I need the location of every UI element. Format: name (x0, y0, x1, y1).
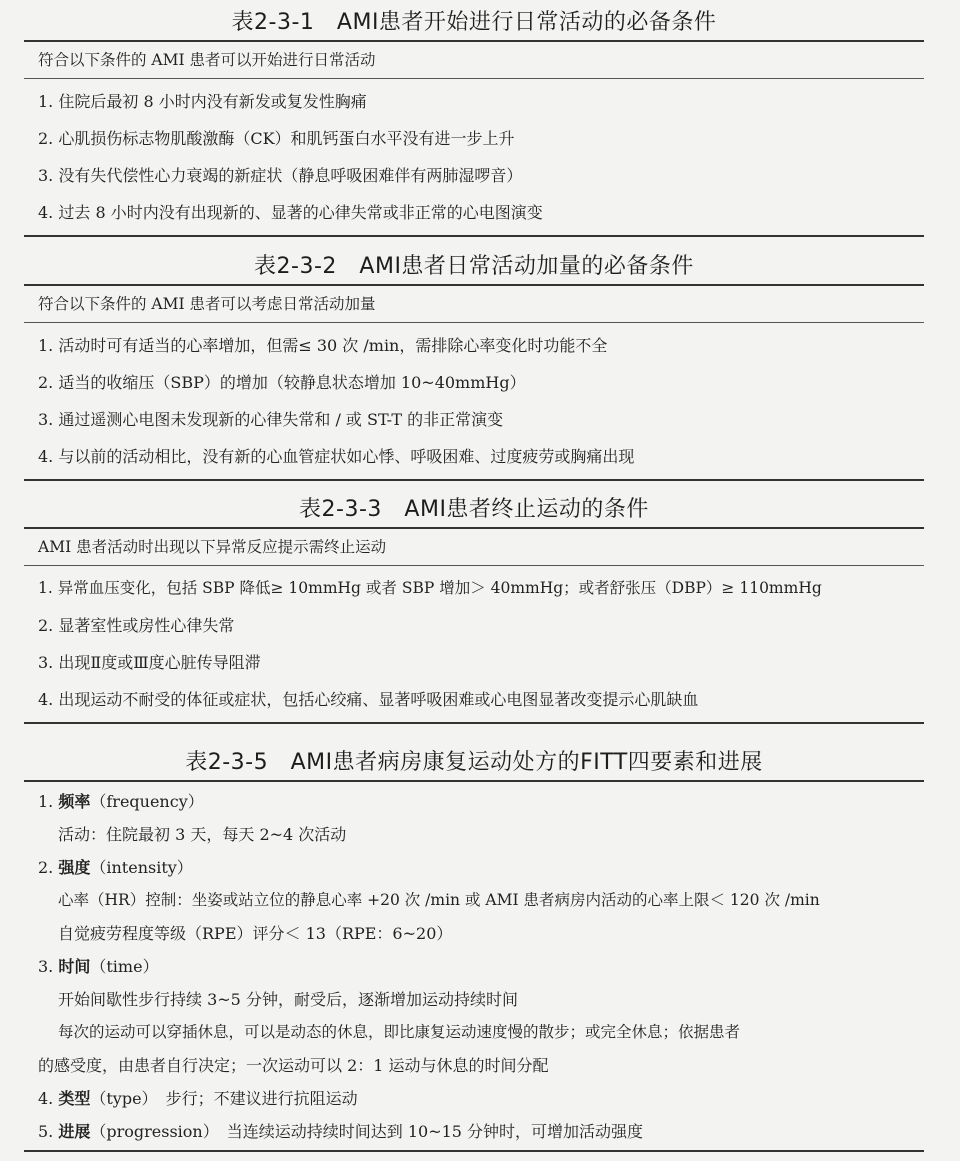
fitt-detail: 每次的运动可以穿插休息，可以是动态的休息，即比康复运动速度慢的散步；或完全休息；依据患者 (58, 1023, 741, 1041)
table-row: 1. 住院后最初 8 小时内没有新发或复发性胸痛 (38, 92, 367, 111)
table-2-3-1 (24, 6, 924, 237)
fitt-detail: 心率（HR）控制：坐姿或站立位的静息心率 +20 次 /min 或 AMI 患者病房内活动的心率上限＜ 120 次 /min (58, 891, 820, 909)
table-title: 表2-3-1 AMI患者开始进行日常活动的必备条件 (231, 10, 717, 35)
table-title: 表2-3-3 AMI患者终止运动的条件 (299, 497, 649, 522)
table-2-3-2 (24, 250, 924, 481)
table-2-3-3 (24, 493, 924, 724)
fitt-progression: 5. 进展（progression） 当连续运动持续时间达到 10~15 分钟时，可增加活动强度 (38, 1122, 644, 1141)
table-row: 4. 出现运动不耐受的体征或症状，包括心绞痛、显著呼吸困难或心电图显著改变提示心肌缺血 (38, 690, 699, 709)
fitt-label: 时间 (58, 957, 91, 976)
fitt-label: 强度 (58, 858, 91, 877)
table-header: 符合以下条件的 AMI 患者可以考虑日常活动加量 (38, 295, 376, 313)
table-row: 1. 活动时可有适当的心率增加，但需≤ 30 次 /min，需排除心率变化时功能不全 (38, 336, 608, 355)
fitt-detail: 开始间歇性步行持续 3~5 分钟，耐受后，逐渐增加运动持续时间 (58, 990, 518, 1009)
table-2-3-5 (24, 746, 924, 1152)
fitt-type: 4. 类型（type） 步行；不建议进行抗阻运动 (38, 1089, 358, 1108)
table-header: AMI 患者活动时出现以下异常反应提示需终止运动 (38, 538, 387, 556)
table-row: 2. 显著室性或房性心律失常 (38, 616, 235, 635)
table-row: 3. 没有失代偿性心力衰竭的新症状（静息呼吸困难伴有两肺湿啰音） (38, 166, 523, 185)
table-row: 2. 适当的收缩压（SBP）的增加（较静息状态增加 10~40mmHg） (38, 373, 526, 392)
table-row: 3. 通过遥测心电图未发现新的心律失常和 / 或 ST-T 的非正常演变 (38, 410, 504, 429)
fitt-label: 进展 (58, 1122, 91, 1141)
fitt-label: 类型 (58, 1089, 91, 1108)
table-header: 符合以下条件的 AMI 患者可以开始进行日常活动 (38, 51, 376, 69)
table-row: 4. 与以前的活动相比，没有新的心血管症状如心悸、呼吸困难、过度疲劳或胸痛出现 (38, 447, 635, 466)
fitt-intensity: 2. 强度（intensity） (38, 858, 193, 877)
table-title: 表2-3-2 AMI患者日常活动加量的必备条件 (254, 254, 694, 279)
table-row: 3. 出现Ⅱ度或Ⅲ度心脏传导阻滞 (38, 653, 261, 672)
fitt-frequency: 1. 频率（frequency） (38, 792, 204, 811)
fitt-time: 3. 时间（time） (38, 957, 159, 976)
fitt-label: 频率 (58, 792, 91, 811)
table-title: 表2-3-5 AMI患者病房康复运动处方的FITT四要素和进展 (185, 750, 763, 775)
fitt-detail: 活动：住院最初 3 天，每天 2~4 次活动 (58, 825, 347, 844)
table-row: 2. 心肌损伤标志物肌酸激酶（CK）和肌钙蛋白水平没有进一步上升 (38, 129, 515, 148)
fitt-detail: 自觉疲劳程度等级（RPE）评分＜ 13（RPE：6~20） (58, 924, 453, 943)
table-row: 4. 过去 8 小时内没有出现新的、显著的心律失常或非正常的心电图演变 (38, 203, 543, 222)
table-row: 1. 异常血压变化，包括 SBP 降低≥ 10mmHg 或者 SBP 增加＞ 40mmHg；或者舒张压（DBP）≥ 110mmHg (38, 579, 822, 597)
fitt-detail: 的感受度，由患者自行决定；一次运动可以 2：1 运动与休息的时间分配 (38, 1056, 549, 1075)
